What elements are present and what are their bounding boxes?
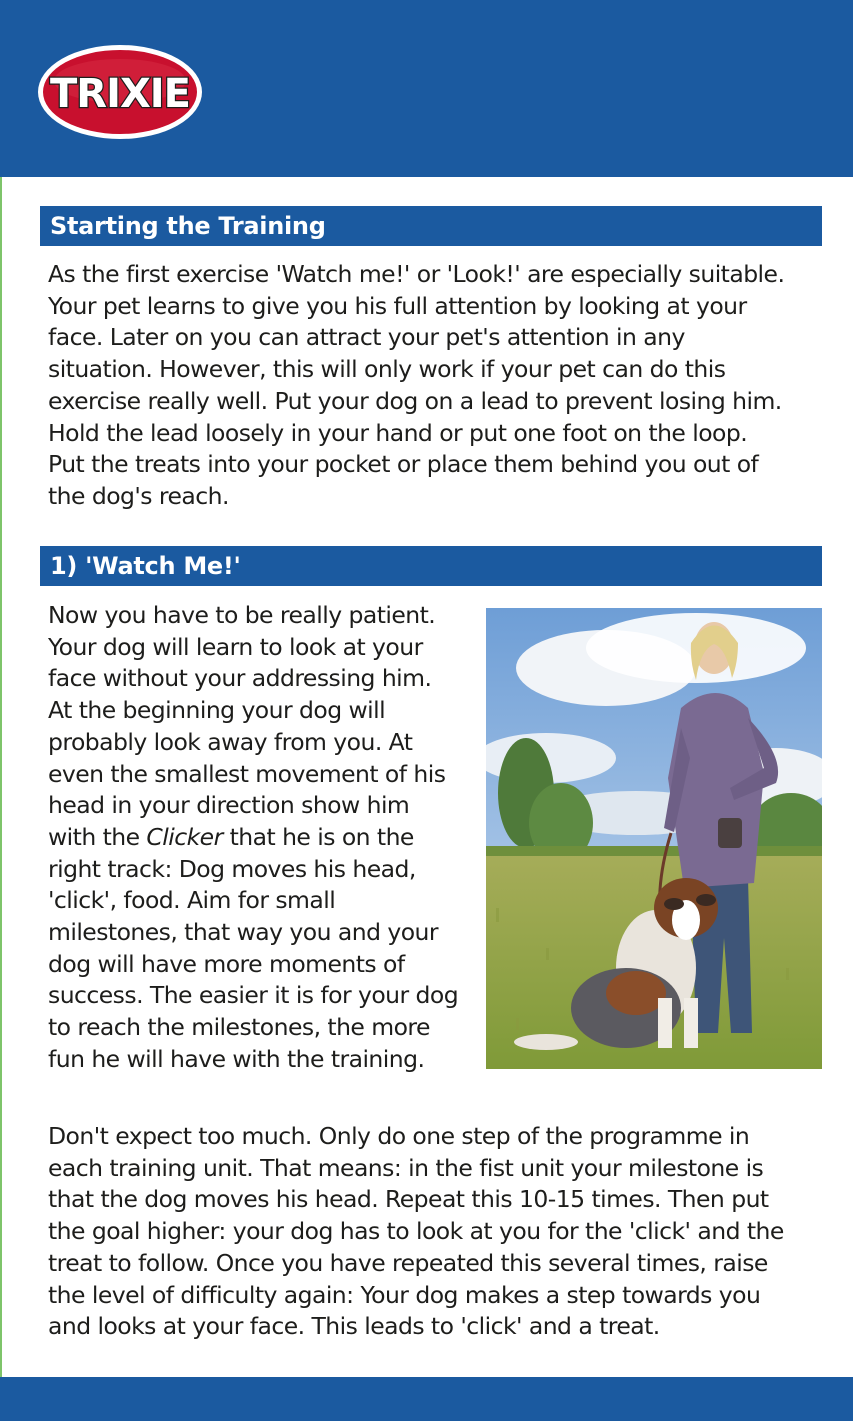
text-line: Your dog will learn to look at your: [48, 632, 423, 661]
text-line: Your pet learns to give you his full attention by looking at your: [48, 291, 747, 320]
text-line: head in your direction show him: [48, 791, 410, 820]
text-line: 'click', food. Aim for small: [48, 886, 336, 915]
footer-band: [0, 1377, 853, 1421]
text-line: Put the treats into your pocket or place them behind you out of: [48, 450, 759, 479]
training-photo: [486, 608, 822, 1069]
text-line: to reach the milestones, the more: [48, 1013, 430, 1042]
clicker-term: Clicker: [146, 822, 223, 851]
text-line: success. The easier it is for your dog: [48, 981, 459, 1010]
text-line: treat to follow. Once you have repeated this several times, raise: [48, 1248, 768, 1277]
text-line: milestones, that way you and your: [48, 918, 438, 947]
text-line: face without your addressing him.: [48, 664, 432, 693]
text-line: As the first exercise 'Watch me!' or 'Look!' are especially suitable.: [48, 260, 785, 288]
text-line: probably look away from you. At: [48, 727, 413, 756]
text-line: At the beginning your dog will: [48, 696, 386, 725]
section-heading-watch-me: 1) 'Watch Me!': [40, 546, 822, 586]
text-segment: with the: [48, 822, 140, 851]
text-line: exercise really well. Put your dog on a lead to prevent losing him.: [48, 386, 782, 415]
text-line: situation. However, this will only work if your pet can do this: [48, 355, 726, 384]
starting-training-paragraph: [48, 259, 784, 513]
page-edge-rule: [0, 177, 2, 1377]
text-line: that the dog moves his head. Repeat this 10-15 times. Then put: [48, 1185, 769, 1214]
text-line: face. Later on you can attract your pet's attention in any: [48, 323, 685, 352]
text-line: even the smallest movement of his: [48, 759, 446, 788]
watch-me-paragraph: [48, 600, 458, 1076]
text-line: fun he will have with the training.: [48, 1044, 425, 1073]
text-line: the dog's reach.: [48, 481, 229, 510]
trixie-logo: [36, 43, 204, 141]
text-line: the goal higher: your dog has to look at you for the 'click' and the: [48, 1217, 784, 1246]
text-line: and looks at your face. This leads to 'click' and a treat.: [48, 1312, 660, 1341]
text-line: Now you have to be really patient.: [48, 601, 436, 629]
watch-me-paragraph-2: [48, 1121, 784, 1343]
text-line: Hold the lead loosely in your hand or put one foot on the loop.: [48, 418, 748, 447]
text-segment: that he is on the: [229, 822, 414, 851]
text-line: Don't expect too much. Only do one step of the programme in: [48, 1122, 750, 1150]
section-heading-starting-training: Starting the Training: [40, 206, 822, 246]
text-line: the level of difficulty again: Your dog makes a step towards you: [48, 1280, 761, 1309]
text-line: dog will have more moments of: [48, 949, 405, 978]
text-line: [48, 822, 458, 854]
svg-text:TRIXIE: TRIXIE: [49, 71, 191, 117]
text-line: each training unit. That means: in the fist unit your milestone is: [48, 1153, 764, 1182]
text-line: right track: Dog moves his head,: [48, 854, 416, 883]
